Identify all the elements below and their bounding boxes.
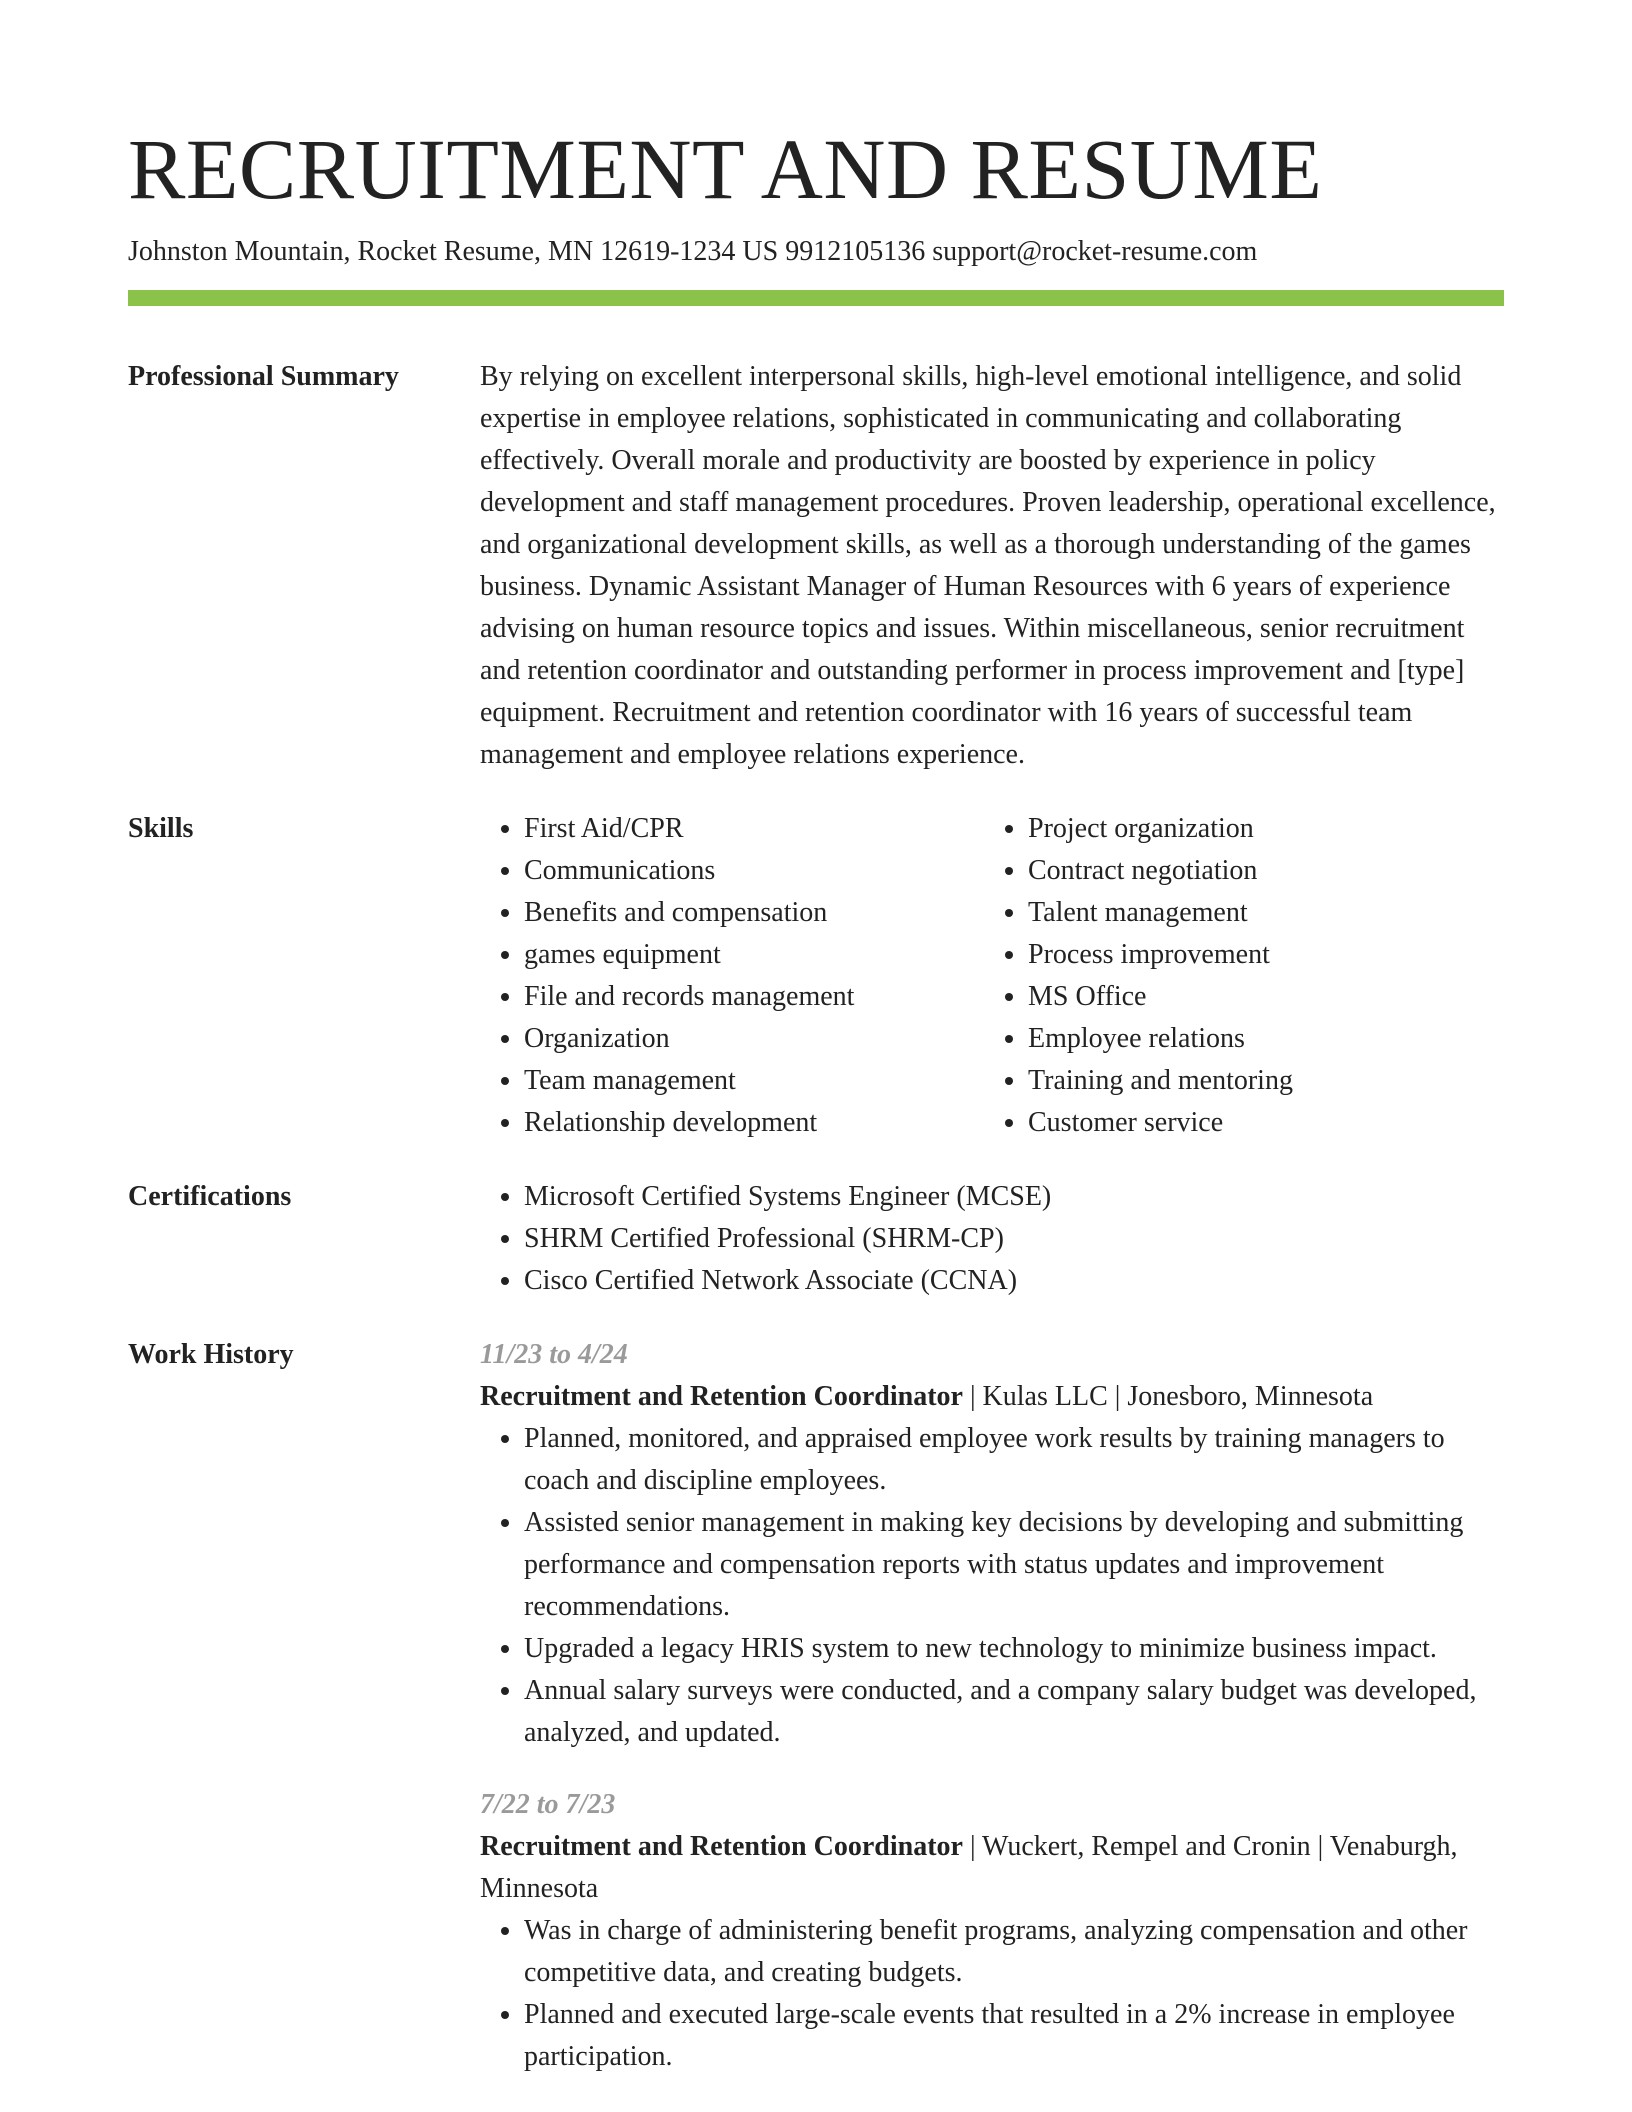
job-heading <box>480 1826 1504 1910</box>
job-entry <box>480 1334 1504 1754</box>
skill-item: • Relationship development <box>524 1102 984 1144</box>
job-dates: 11/23 to 4/24 <box>480 1339 628 1370</box>
job-duty: • Upgraded a legacy HRIS system to new technology to minimize business impact. <box>524 1628 1504 1670</box>
skill-item: • Communications <box>524 850 984 892</box>
skill-item: • Project organization <box>1028 808 1488 850</box>
job-heading <box>480 1376 1504 1418</box>
job-title: Recruitment and Retention Coordinator <box>480 1831 963 1862</box>
section-title-summary: Professional Summary <box>128 361 399 392</box>
skill-item: • First Aid/CPR <box>524 808 984 850</box>
contact-line: Johnston Mountain, Rocket Resume, MN 12619-1234 US 9912105136 support@rocket-resume.com <box>128 236 1258 267</box>
summary-section <box>128 356 1504 776</box>
skill-item: • Customer service <box>1028 1102 1488 1144</box>
skills-section <box>128 808 1504 1144</box>
section-title-certifications: Certifications <box>128 1181 292 1212</box>
skill-item: • Benefits and compensation <box>524 892 984 934</box>
job-company-location: | Wuckert, Rempel and Cronin | Venaburgh, Minnesota <box>480 1831 1458 1904</box>
job-duty: • Was in charge of administering benefit programs, analyzing compensation and other competitive data, and creating budgets. <box>524 1910 1504 1994</box>
skill-item: • Employee relations <box>1028 1018 1488 1060</box>
certification-item: • Cisco Certified Network Associate (CCNA) <box>524 1260 1504 1302</box>
certifications-section <box>128 1176 1504 1302</box>
certifications-list <box>480 1176 1504 1302</box>
job-entry <box>480 1784 1504 2078</box>
job-duty: • Assisted senior management in making key decisions by developing and submitting performance and compensation reports with status updates and improvement recommendations. <box>524 1502 1504 1628</box>
job-title: Recruitment and Retention Coordinator <box>480 1381 963 1412</box>
candidate-name: RECRUITMENT AND RESUME <box>128 121 1323 217</box>
section-title-work-history: Work History <box>128 1339 294 1370</box>
skill-item: • Team management <box>524 1060 984 1102</box>
resume-page <box>128 118 1504 2078</box>
skill-item: • MS Office <box>1028 976 1488 1018</box>
job-duties-list <box>480 1418 1504 1754</box>
section-title-skills: Skills <box>128 813 194 844</box>
job-dates: 7/22 to 7/23 <box>480 1789 616 1820</box>
work-history-section <box>128 1334 1504 2078</box>
certification-item: • Microsoft Certified Systems Engineer (MCSE) <box>524 1176 1504 1218</box>
skill-item: • games equipment <box>524 934 984 976</box>
header-divider <box>128 290 1504 306</box>
skills-list-right <box>984 808 1488 1144</box>
skill-item: • Training and mentoring <box>1028 1060 1488 1102</box>
skills-list-left <box>480 808 984 1144</box>
job-company-location: | Kulas LLC | Jonesboro, Minnesota <box>962 1381 1374 1412</box>
certification-item: • SHRM Certified Professional (SHRM-CP) <box>524 1218 1504 1260</box>
skill-item: • Process improvement <box>1028 934 1488 976</box>
skill-item: • Talent management <box>1028 892 1488 934</box>
skill-item: • File and records management <box>524 976 984 1018</box>
job-duties-list <box>480 1910 1504 2078</box>
summary-text: By relying on excellent interpersonal skills, high-level emotional intelligence, and solid expertise in employee relations, sophisticated in communicating and collaborating effectively. Overall morale and productivity are boosted by experience in policy development and staff management procedures. Proven leadership, operational excellence, and organizational development skills, as well as a thorough understanding of the games business. Dynamic Assistant Manager of Human Resources with 6 years of experience advising on human resource topics and issues. Within miscellaneous, senior recruitment and retention coordinator and outstanding performer in process improvement and [type] equipment. Recruitment and retention coordinator with 16 years of successful team management and employee relations experience. <box>480 361 1496 770</box>
skill-item: • Contract negotiation <box>1028 850 1488 892</box>
job-duty: • Planned, monitored, and appraised employee work results by training managers to coach and discipline employees. <box>524 1418 1504 1502</box>
job-duty: • Planned and executed large-scale events that resulted in a 2% increase in employee participation. <box>524 1994 1504 2078</box>
job-duty: • Annual salary surveys were conducted, and a company salary budget was developed, analyzed, and updated. <box>524 1670 1504 1754</box>
skill-item: • Organization <box>524 1018 984 1060</box>
